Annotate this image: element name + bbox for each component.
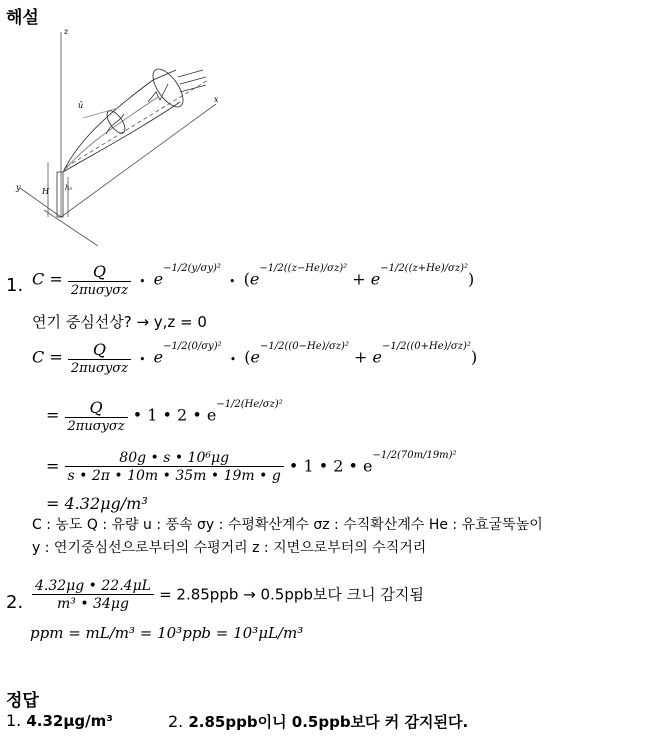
step1-number: 1. [6,275,24,296]
substituted-equation: = $\frac{\text{80g • s • 10⁶μg}}{s • 2\pi • 10m • 35m • 19m • g}$ • 1 • 2 • $e^{-1/2(70m/19m)^2}$ [46,449,457,484]
axis-label-y: y [16,183,21,192]
answer-2: 2. 2.85ppb이니 0.5ppb보다 커 감지된다. [168,712,469,731]
exp-zero-y: −1/2(0/σy)² [163,340,222,352]
exp-values: −1/2(70m/19m)² [372,449,457,461]
answer-1: 1. 4.32μg/m³ [6,711,113,730]
exp-z-minus: −1/2((z−He)/σz)² [259,262,348,274]
answer-1-value: 4.32μg/m³ [26,712,113,730]
step2-equation: $\frac{4.32\mu g • 22.4\mu L}{\text{m³ • 34μg}}$ = 2.85ppb → 0.5ppb보다 크니 감지됨 [32,578,424,612]
axis-label-x: x [214,95,219,104]
plume-diagram [8,22,233,252]
gaussian-equation: C = $\frac{Q}{\text{2πuσyσz}}$ • $e^{-1/2(y/\sigma y)^2}$ • $(e^{-1/2((z-He)/\sigma z)^2} + e^{-1/2((z+He)/\sigma z)^2})$ [32,262,475,298]
x-axis [61,104,216,217]
ppm-conversion: ppm = mL/m³ = 10³ppb = 10³μL/m³ [30,624,304,642]
exp-z-plus: −1/2((z+He)/σz)² [380,262,469,274]
answer-title: 정답 [6,691,39,711]
q-fraction: $\frac{Q}{\text{2πuσyσz}}$ [68,262,131,298]
exp-zero-z-plus: −1/2((0+He)/σz)² [382,340,471,352]
label-wind-speed: ū [78,101,84,110]
label-rise-height: h₀ [65,184,73,192]
step1-result: = 4.32μg/m³ [46,494,148,513]
centerline-note: 연기 중심선상? → y,z = 0 [32,313,207,331]
axis-label-z: z [64,27,69,36]
legend-line-1: C : 농도 Q : 유량 u : 풍속 σy : 수평확산계수 σz : 수직확산계수 He : 유효굴뚝높이 [32,517,543,533]
answer-2-value: 2.85ppb이니 0.5ppb보다 커 감지된다. [188,713,469,731]
centerline-equation: C = $\frac{Q}{\text{2πuσyσz}}$ • $e^{-1/2(0/\sigma y)^2}$ • $(e^{-1/2((0-He)/\sigma z)^2} + e^{-1/2((0+He)/\sigma z)^2})$ [32,340,478,376]
exp-zero-z-minus: −1/2((0−He)/σz)² [260,340,349,352]
y-axis [20,188,61,217]
explanation-title: 해설 [6,8,39,28]
step2-number: 2. [6,592,24,613]
legend-line-2: y : 연기중심선으로부터의 수평거리 z : 지면으로부터의 수직거리 [32,540,427,556]
exp-y: −1/2(y/σy)² [163,262,221,274]
exp-he: −1/2(He/σz)² [216,398,283,410]
simplified-equation: = $\frac{Q}{\text{2πuσyσz}}$ • 1 • 2 • $e^{-1/2(He/\sigma z)^2}$ [46,398,283,434]
label-stack-height: H [42,187,49,196]
concentration-symbol: C [32,269,45,289]
